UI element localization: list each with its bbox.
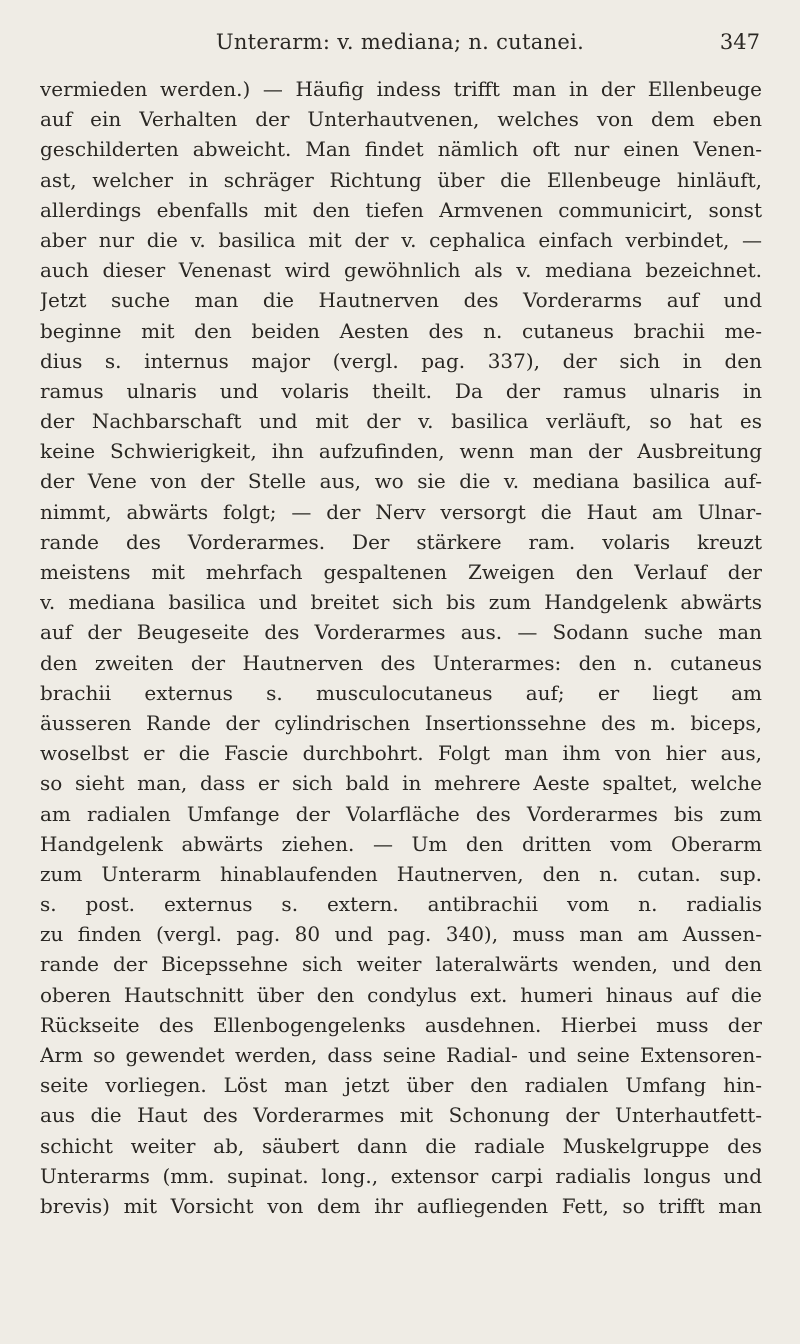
text-line: schicht weiter ab, säubert dann die radiale Muskelgruppe des [40,1133,762,1158]
text-line: allerdings ebenfalls mit den tiefen Armvenen communicirt, sonst [40,197,762,222]
text-line: auf ein Verhalten der Unterhautvenen, welches von dem eben [40,107,762,132]
text-line: brachii externus s. musculocutaneus auf; er liegt am [40,680,762,705]
text-line: auch dieser Venenast wird gewöhnlich als v. mediana bezeichnet. [40,258,762,283]
text-line: den zweiten der Hautnerven des Unterarmes: den n. cutaneus [40,650,762,675]
text-line: Unterarms (mm. supinat. long., extensor carpi radialis longus und [40,1163,762,1188]
text-line: aber nur die v. basilica mit der v. cephalica einfach verbindet, — [40,227,762,252]
page-header [40,30,760,62]
text-line: seite vorliegen. Löst man jetzt über den radialen Umfang hin- [40,1073,762,1098]
text-line: der Nachbarschaft und mit der v. basilica verläuft, so hat es [40,409,762,434]
text-line: oberen Hautschnitt über den condylus ext. humeri hinaus auf die [40,982,762,1007]
text-line: am radialen Umfange der Volarfläche des Vorderarmes bis zum [40,801,762,826]
text-line: keine Schwierigkeit, ihn aufzufinden, wenn man der Ausbreitung [40,439,762,464]
text-line: nimmt, abwärts folgt; — der Nerv versorgt die Haut am Ulnar- [40,499,762,524]
text-line: vermieden werden.) — Häufig indess trifft man in der Ellenbeuge [40,77,762,101]
text-line: äusseren Rande der cylindrischen Insertionssehne des m. biceps, [40,710,762,735]
text-line: geschilderten abweicht. Man findet nämlich oft nur einen Venen- [40,137,762,162]
text-line: Handgelenk abwärts ziehen. — Um den dritten vom Oberarm [40,831,762,856]
text-line: so sieht man, dass er sich bald in mehrere Aeste spaltet, welche [40,771,762,796]
text-line: ast, welcher in schräger Richtung über die Ellenbeuge hinläuft, [40,167,762,192]
text-line: der Vene von der Stelle aus, wo sie die v. mediana basilica auf- [40,469,762,494]
text-line: Rückseite des Ellenbogengelenks ausdehnen. Hierbei muss der [40,1012,762,1037]
text-line: Arm so gewendet werden, dass seine Radial- und seine Extensoren- [40,1043,762,1067]
page-number: 347 [719,30,760,54]
text-line: brevis) mit Vorsicht von dem ihr aufliegenden Fett, so trifft man [40,1193,762,1218]
text-line: zum Unterarm hinablaufenden Hautnerven, den n. cutan. sup. [40,861,762,886]
text-line: rande der Bicepssehne sich weiter lateralwärts wenden, und den [40,952,762,977]
text-line: dius s. internus major (vergl. pag. 337), der sich in den [40,348,762,373]
text-line: ramus ulnaris und volaris theilt. Da der ramus ulnaris in [40,378,762,403]
body-text [40,74,762,1221]
text-line: beginne mit den beiden Aesten des n. cutaneus brachii me- [40,318,762,343]
text-line: auf der Beugeseite des Vorderarmes aus. — Sodann suche man [40,620,762,645]
text-line: Jetzt suche man die Hautnerven des Vorderarms auf und [40,288,762,313]
text-line: meistens mit mehrfach gespaltenen Zweigen den Verlauf der [40,560,762,584]
text-line: aus die Haut des Vorderarmes mit Schonung der Unterhautfett- [40,1103,762,1128]
text-line: v. mediana basilica und breitet sich bis zum Handgelenk abwärts [40,590,762,615]
text-line: zu finden (vergl. pag. 80 und pag. 340), muss man am Aussen- [40,922,762,947]
running-head: Unterarm: v. mediana; n. cutanei. [215,30,585,54]
text-line: woselbst er die Fascie durchbohrt. Folgt man ihm von hier aus, [40,741,762,766]
text-line: rande des Vorderarmes. Der stärkere ram. volaris kreuzt [40,529,762,554]
text-line: s. post. externus s. extern. antibrachii vom n. radialis [40,892,762,917]
